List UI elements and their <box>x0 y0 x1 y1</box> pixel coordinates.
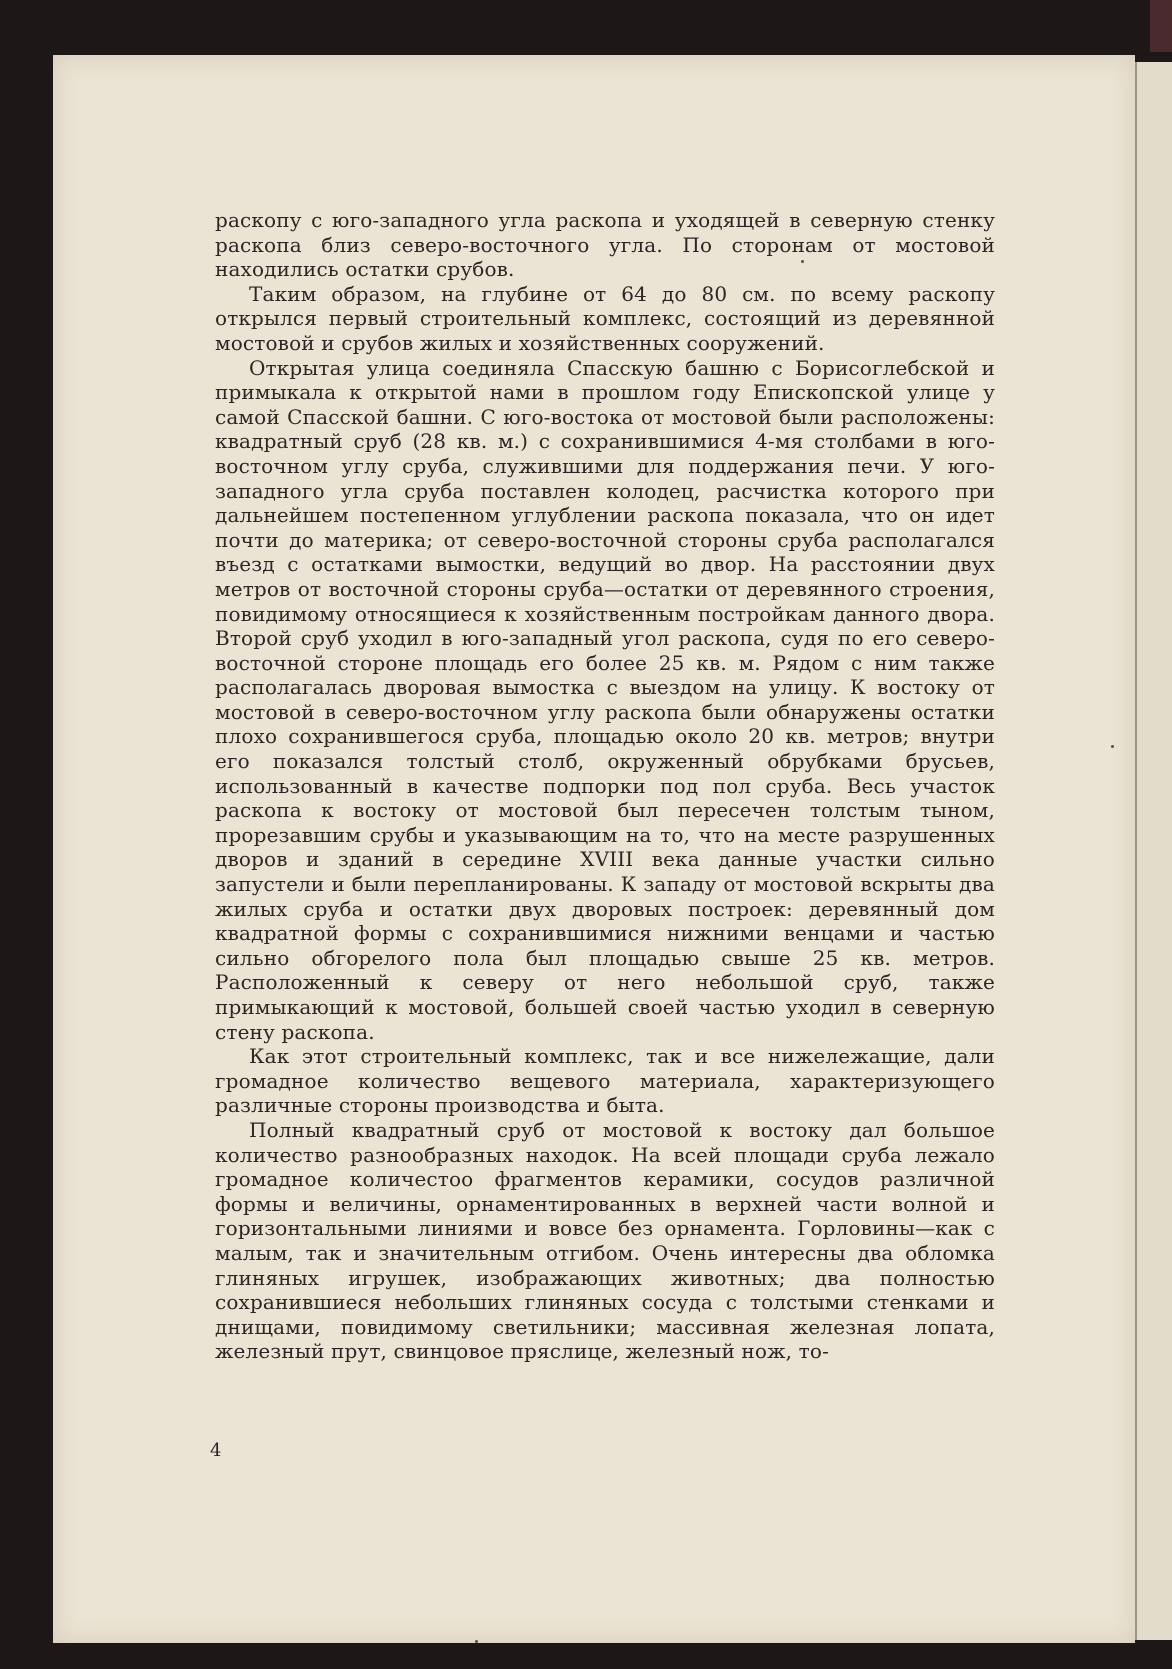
adjacent-page-edge <box>1135 62 1172 1640</box>
paper-speck <box>1111 745 1114 748</box>
book-spine-edge <box>1150 0 1172 52</box>
page-number: 4 <box>210 1440 222 1461</box>
body-text <box>215 208 995 1364</box>
paragraph: Открытая улица соединяла Спасскую башню с Борисоглебской и примыкала к открытой нами в прошлом году Епископской улице у самой Спасской башни. С юго-востока от мостовой были расположены: квадратный сруб (28 кв. м.) с сохранившимися 4-мя столбами в юго-восточном углу сруба, служившими для поддержания печи. У юго-западного угла сруба поставлен колодец, расчистка которого при дальнейшем постепенном углублении раскопа показала, что он идет почти до материка; от северо-восточной стороны сруба располагался въезд с остатками вымостки, ведущий во двор. На расстоянии двух метров от восточной стороны сруба—остатки от деревянного строения, повидимому относящиеся к хозяйственным постройкам данного двора. Второй сруб уходил в юго-западный угол раскопа, судя по его северо-восточной стороне площадь его более 25 кв. м. Рядом с ним также располагалась дворовая вымостка с выездом на улицу. К востоку от мостовой в северо-восточном углу раскопа были обнаружены остатки плохо сохранившегося сруба, площадью около 20 кв. метров; внутри его показался толстый столб, окруженный обрубками брусьев, использованный в качестве подпорки под пол сруба. Весь участок раскопа к востоку от мостовой был пересечен толстым тыном, прорезавшим срубы и указывающим на то, что на месте разрушенных дворов и зданий в середине XVIII века данные участки сильно запустели и были перепланированы. К западу от мостовой вскрыты два жилых сруба и остатки двух дворовых построек: деревянный дом квадратной формы с сохранившимися нижними венцами и частью сильно обгорелого пола был площадью свыше 25 кв. метров. Расположенный к северу от него небольшой сруб, также примыкающий к мостовой, большей своей частью уходил в северную стену раскопа. <box>215 355 995 1044</box>
paragraph: Как этот строительный комплекс, так и все нижележащие, дали громадное количество вещевого материала, характеризующего различные стороны производства и быта. <box>215 1044 995 1118</box>
paper-speck <box>475 1640 478 1643</box>
paragraph: Таким образом, на глубине от 64 до 80 см. по всему раскопу открылся первый строительный комплекс, состоящий из деревянной мостовой и срубов жилых и хозяйственных сооружений. <box>215 281 995 355</box>
paragraph: Полный квадратный сруб от мостовой к востоку дал большое количество разнообразных находок. На всей площади сруба лежало громадное количестоо фрагментов керамики, сосудов различной формы и величины, орнаментированных в верхней части волной и горизонтальными линиями и вовсе без орнамента. Горловины—как с малым, так и значительным отгибом. Очень интересны два обломка глиняных игрушек, изображающих животных; два полностью сохранившиеся небольших глиняных сосуда с толстыми стенками и днищами, повидимому светильники; массивная железная лопата, железный прут, свинцовое пряслице, железный нож, то- <box>215 1117 995 1364</box>
paragraph: раскопу с юго-западного угла раскопа и уходящей в северную стенку раскопа близ северо-восточного угла. По сторонам от мостовой находились остатки срубов. <box>215 208 995 282</box>
